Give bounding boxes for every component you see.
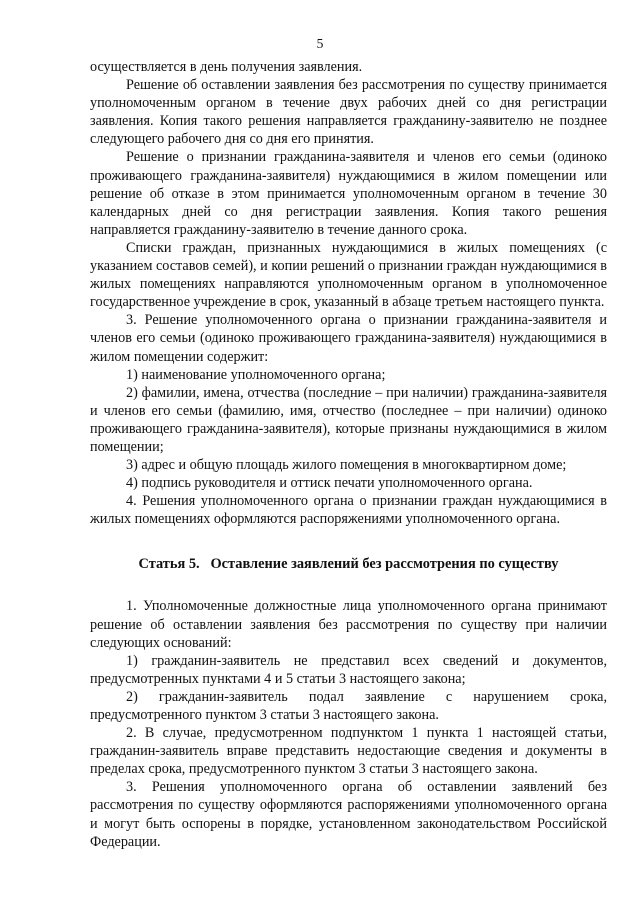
paragraph-right-to-submit: 2. В случае, предусмотренном подпунктом 1 пункта 1 настоящей статьи, гражданин-заявитель вправе представить недостающие сведения и документы в пределах срока, предусмотренного пунктом 3 статьи 3 настоящего закона.	[90, 725, 607, 778]
list-item-missing-documents: 1) гражданин-заявитель не представил всех сведений и документов, предусмотренных пунктами 4 и 5 статьи 3 настоящего закона;	[90, 652, 607, 687]
document-body	[90, 58, 607, 851]
paragraph-continuation: осуществляется в день получения заявления.	[90, 59, 363, 75]
article-heading: Статья 5. Оставление заявлений без рассмотрения по существу	[138, 556, 559, 573]
list-item-authority-name: 1) наименование уполномоченного органа;	[126, 366, 386, 383]
paragraph-recognition-decision-timing: Решение о признании гражданина-заявителя и членов его семьи (одиноко проживающего гражданина-заявителя) нуждающимися в жилом помещении или решение об отказе в этом принимается уполномоченным органом в течение 30 календарных дней со дня регистрации заявления. Копия такого решения направляется гражданину-заявителю в течение данного срока.	[90, 149, 607, 238]
paragraph-leave-without-review-timing: Решение об оставлении заявления без рассмотрения по существу принимается уполномоченным органом в течение двух рабочих дней со дня регистрации заявления. Копия такого решения направляется гражданину-заявителю не позднее следующего рабочего дня со дня его принятия.	[90, 77, 607, 148]
paragraph-decision-contents: 3. Решение уполномоченного органа о признании гражданина-заявителя и членов его семьи (одиноко проживающего гражданина-заявителя) нуждающимися в жилом помещении содержит:	[90, 312, 607, 365]
list-item-address-area: 3) адрес и общую площадь жилого помещения в многоквартирном доме;	[126, 457, 567, 474]
page-number: 5	[316, 36, 324, 51]
list-item-signature-seal: 4) подпись руководителя и оттиск печати уполномоченного органа.	[126, 475, 533, 492]
paragraph-appeal: 3. Решения уполномоченного органа об оставлении заявлений без рассмотрения по существу оформляются распоряжениями уполномоченного органа и могут быть оспорены в порядке, установленном законодательством Российской Федерации.	[90, 779, 607, 850]
list-item-family-names: 2) фамилии, имена, отчества (последние – при наличии) гражданина-заявителя и членов его семьи (фамилию, имя, отчество (последнее – при наличии) одиноко проживающего гражданина-заявителя), которые признаны нуждающимися в жилом помещении;	[90, 384, 607, 455]
list-item-deadline-violation: 2) гражданин-заявитель подал заявление с нарушением срока, предусмотренного пунктом 3 статьи 3 настоящего закона.	[90, 688, 607, 723]
paragraph-lists-of-citizens: Списки граждан, признанных нуждающимися в жилых помещениях (с указанием составов семей), и копии решений о признании граждан нуждающимися в жилых помещениях направляются уполномоченным органом в уполномоченное государственное учреждение в срок, указанный в абзаце третьем настоящего пункта.	[90, 239, 607, 311]
paragraph-decisions-formalized: 4. Решения уполномоченного органа о признании граждан нуждающимися в жилых помещениях оформляются распоряжениями уполномоченного органа.	[90, 493, 607, 528]
paragraph-grounds-intro: 1. Уполномоченные должностные лица уполномоченного органа принимают решение об оставлении заявления без рассмотрения по существу при наличии следующих оснований:	[90, 598, 607, 651]
